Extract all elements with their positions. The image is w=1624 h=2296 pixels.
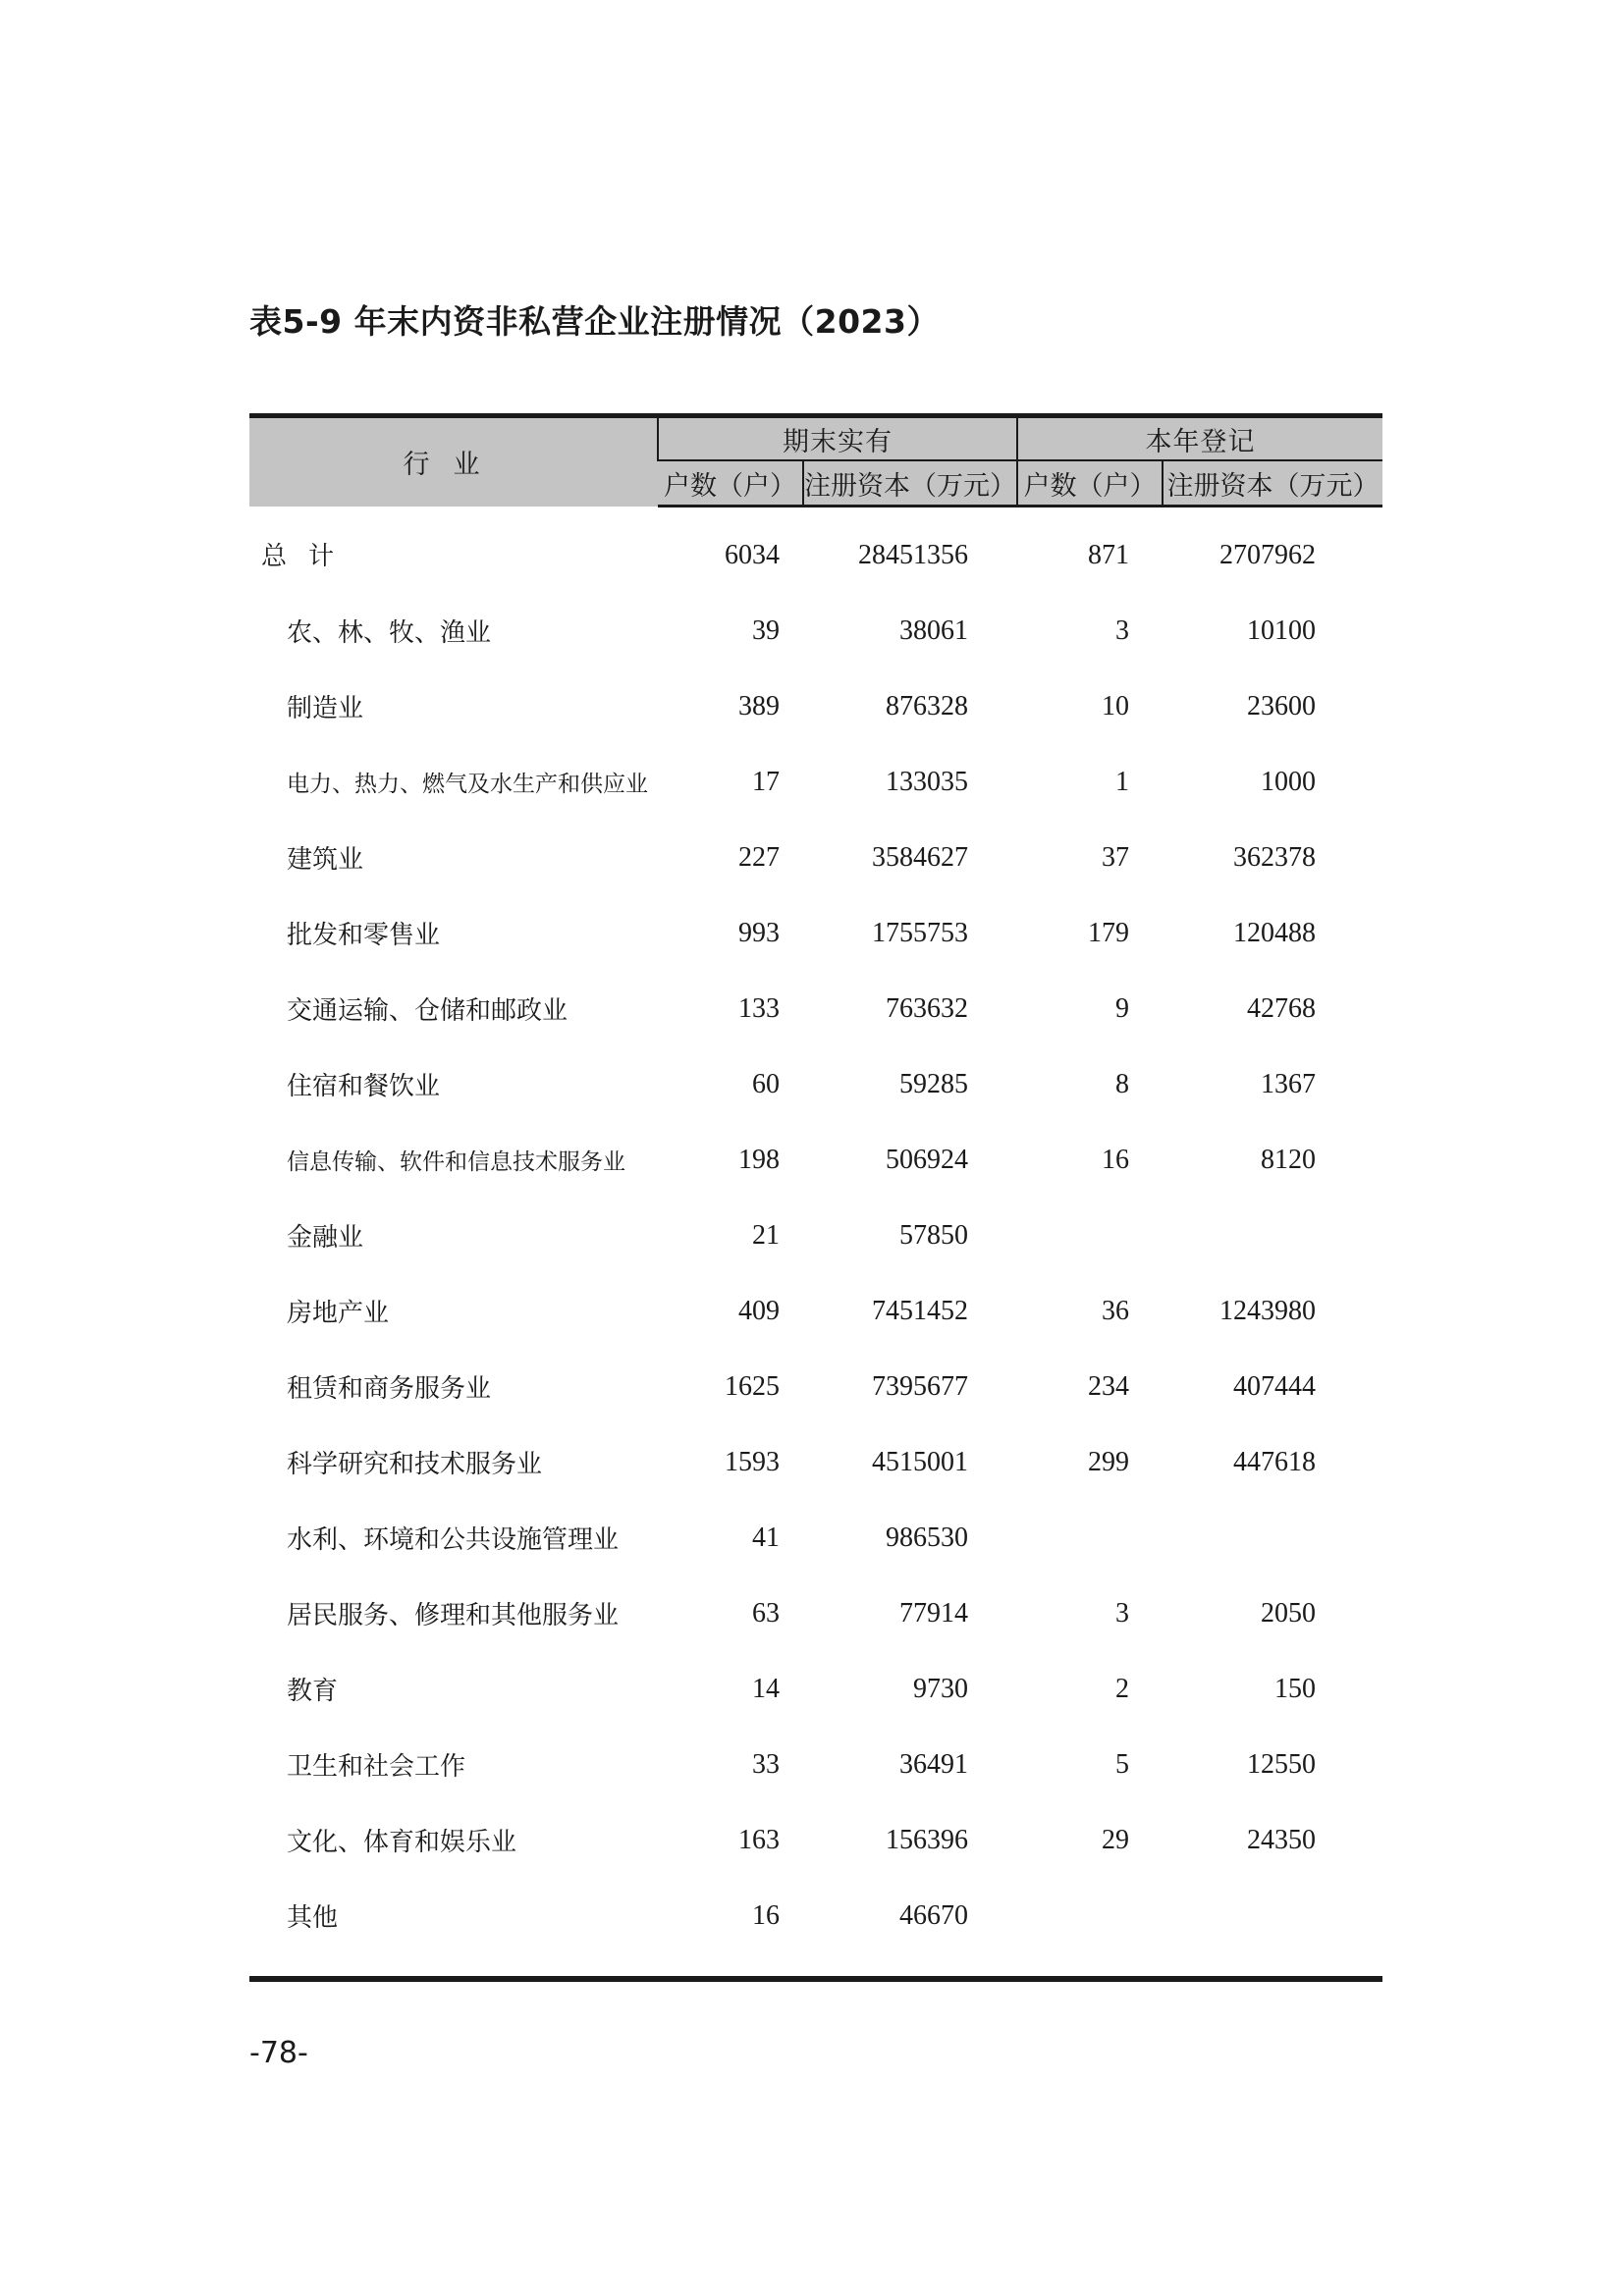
end-capital-cell: 876328 [886,690,968,721]
industry-cell: 水利、环境和公共设施管理业 [287,1525,620,1555]
year-count-cell: 179 [1088,917,1129,948]
industry-cell: 农、林、牧、渔业 [287,618,492,648]
table-body [249,507,1382,1954]
end-capital-cell: 7395677 [872,1370,968,1402]
end-count-cell: 389 [738,690,780,721]
end-capital-cell: 506924 [886,1144,968,1175]
end-count-cell: 60 [752,1068,780,1099]
year-count-cell: 29 [1102,1824,1129,1855]
year-count-cell [1017,1878,1163,1953]
year-capital-cell: 2707962 [1219,539,1316,570]
industry-cell: 电力、热力、燃气及水生产和供应业 [287,772,648,797]
year-count-cell: 2 [1115,1673,1129,1704]
industry-cell: 卫生和社会工作 [287,1752,466,1782]
year-capital-cell: 1243980 [1219,1295,1316,1326]
end-count-cell: 6034 [725,539,780,570]
industry-cell: 交通运输、仓储和邮政业 [287,996,568,1026]
year-count-cell [1017,1198,1163,1273]
end-of-period-header: 期末实有 [658,416,1017,461]
industry-cell: 租赁和商务服务业 [287,1374,492,1404]
industry-cell: 信息传输、软件和信息技术服务业 [287,1149,625,1175]
end-capital-cell: 28451356 [858,539,968,570]
year-capital-cell: 10100 [1247,614,1316,646]
table-row [249,1500,1382,1575]
end-capital-cell: 986530 [886,1522,968,1553]
table-row [249,1651,1382,1727]
year-capital-cell: 1367 [1261,1068,1316,1099]
year-capital-header: 注册资本（万元） [1163,460,1382,507]
table-row [249,1878,1382,1953]
end-capital-cell: 77914 [899,1597,968,1629]
end-capital-cell: 763632 [886,992,968,1024]
year-capital-cell: 42768 [1247,992,1316,1024]
industry-cell: 房地产业 [287,1299,390,1328]
table-row [249,668,1382,744]
year-count-cell: 299 [1088,1446,1129,1477]
year-capital-cell: 362378 [1233,841,1316,873]
table-row [249,1122,1382,1198]
page-title: 表5-9 年末内资非私营企业注册情况（2023） [249,302,940,341]
end-capital-cell: 156396 [886,1824,968,1855]
year-capital-cell: 120488 [1233,917,1316,948]
end-count-cell: 41 [752,1522,780,1553]
year-capital-cell: 150 [1274,1673,1316,1704]
end-count-cell: 14 [752,1673,780,1704]
end-count-cell: 163 [738,1824,780,1855]
table-row [249,971,1382,1046]
year-count-header: 户数（户） [1017,460,1163,507]
end-count-cell: 409 [738,1295,780,1326]
end-count-cell: 63 [752,1597,780,1629]
industry-cell: 总计 [261,542,356,572]
year-count-cell: 10 [1102,690,1129,721]
year-capital-cell [1163,1500,1382,1575]
year-count-cell: 9 [1115,992,1129,1024]
year-capital-cell: 447618 [1233,1446,1316,1477]
table-row [249,593,1382,668]
industry-header: 行业 [249,416,658,507]
year-count-cell [1017,1500,1163,1575]
end-count-cell: 39 [752,614,780,646]
industry-cell: 其他 [287,1903,339,1933]
year-count-cell: 3 [1115,1597,1129,1629]
end-count-cell: 198 [738,1144,780,1175]
year-count-cell: 5 [1115,1748,1129,1780]
end-capital-cell: 7451452 [872,1295,968,1326]
end-count-cell: 21 [752,1219,780,1251]
year-capital-cell: 8120 [1261,1144,1316,1175]
end-capital-cell: 4515001 [872,1446,968,1477]
table-row [249,744,1382,820]
year-capital-cell: 407444 [1233,1370,1316,1402]
year-capital-cell [1163,1878,1382,1953]
table-row [249,1727,1382,1802]
end-capital-cell: 9730 [913,1673,968,1704]
end-capital-cell: 3584627 [872,841,968,873]
end-count-header: 户数（户） [658,460,803,507]
end-capital-cell: 57850 [899,1219,968,1251]
end-count-cell: 1625 [725,1370,780,1402]
end-capital-header: 注册资本（万元） [803,460,1017,507]
industry-cell: 批发和零售业 [287,921,441,950]
end-count-cell: 133 [738,992,780,1024]
end-count-cell: 33 [752,1748,780,1780]
year-count-cell: 36 [1102,1295,1129,1326]
industry-cell: 居民服务、修理和其他服务业 [287,1601,620,1630]
table-row [249,1575,1382,1651]
year-capital-cell: 12550 [1247,1748,1316,1780]
year-count-cell: 871 [1088,539,1129,570]
year-capital-cell: 23600 [1247,690,1316,721]
year-capital-cell: 1000 [1261,766,1316,797]
year-count-cell: 16 [1102,1144,1129,1175]
table-row [249,1046,1382,1122]
end-capital-cell: 36491 [899,1748,968,1780]
year-capital-cell: 2050 [1261,1597,1316,1629]
total-row [249,507,1382,594]
year-capital-cell: 24350 [1247,1824,1316,1855]
industry-cell: 制造业 [287,694,364,723]
bottom-rule [249,1976,1382,1982]
table-row [249,1424,1382,1500]
end-capital-cell: 38061 [899,614,968,646]
end-capital-cell: 46670 [899,1899,968,1931]
table-row [249,895,1382,971]
industry-cell: 文化、体育和娱乐业 [287,1828,517,1857]
table-row [249,1802,1382,1878]
registered-this-year-header: 本年登记 [1017,416,1382,461]
table-row [249,1198,1382,1273]
table-row [249,1349,1382,1424]
industry-cell: 建筑业 [287,845,364,875]
end-count-cell: 16 [752,1899,780,1931]
year-count-cell: 1 [1115,766,1129,797]
end-capital-cell: 59285 [899,1068,968,1099]
industry-cell: 金融业 [287,1223,364,1253]
industry-cell: 科学研究和技术服务业 [287,1450,543,1479]
table-header [249,416,1382,507]
table-row [249,1273,1382,1349]
page-number: -78- [249,2036,308,2070]
end-count-cell: 17 [752,766,780,797]
industry-cell: 教育 [287,1677,339,1706]
year-count-cell: 8 [1115,1068,1129,1099]
end-count-cell: 993 [738,917,780,948]
end-count-cell: 1593 [725,1446,780,1477]
registration-table [249,413,1382,1953]
year-capital-cell [1163,1198,1382,1273]
year-count-cell: 3 [1115,614,1129,646]
end-capital-cell: 1755753 [872,917,968,948]
end-capital-cell: 133035 [886,766,968,797]
end-count-cell: 227 [738,841,780,873]
year-count-cell: 37 [1102,841,1129,873]
industry-cell: 住宿和餐饮业 [287,1072,441,1101]
year-count-cell: 234 [1088,1370,1129,1402]
table-row [249,820,1382,895]
